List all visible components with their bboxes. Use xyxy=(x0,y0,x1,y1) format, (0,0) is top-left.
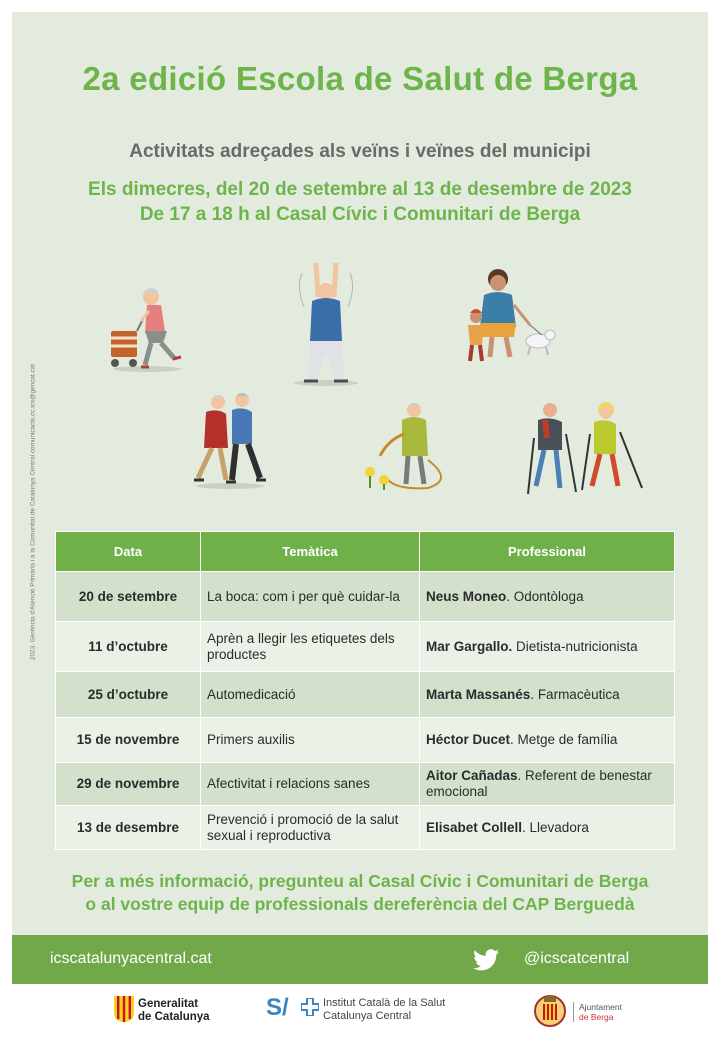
professional-name: Neus Moneo xyxy=(426,588,507,604)
professional-role: . Llevadora xyxy=(522,819,589,835)
professional-role: Dietista-nutricionista xyxy=(512,638,638,654)
row-professional xyxy=(420,763,675,806)
table-row xyxy=(56,622,675,672)
generalitat-logo-icon xyxy=(114,996,134,1022)
column-header-professional: Professional xyxy=(420,532,675,572)
website-link[interactable]: icscatalunyacentral.cat xyxy=(50,950,212,967)
walking-couple-icon xyxy=(190,390,270,490)
row-professional xyxy=(420,718,675,763)
dates-line-1: Els dimecres, del 20 de setembre al 13 de desembre de 2023 xyxy=(88,179,632,200)
berga-coat-of-arms-icon xyxy=(534,994,566,1028)
side-credit: 2023. Gerència d'Atenció Primària i a la Comunitat de Catalunya Central comunicacio.cc.ics@gencat.cat xyxy=(29,363,37,661)
ajuntament-line-1: Ajuntament xyxy=(579,1002,622,1012)
man-watering-flowers-icon xyxy=(358,400,458,492)
professional-name: Mar Gargallo. xyxy=(426,638,513,654)
table-row xyxy=(56,572,675,622)
row-date: 11 d’octubre xyxy=(56,622,201,672)
generalitat-line-2: de Catalunya xyxy=(138,1011,210,1023)
ics-line-1: Institut Català de la Salut xyxy=(323,997,446,1009)
medical-cross-icon xyxy=(301,998,319,1016)
row-date: 13 de desembre xyxy=(56,806,201,850)
schedule-dates xyxy=(0,177,720,227)
professional-role: . Odontòloga xyxy=(506,588,584,604)
row-professional xyxy=(420,806,675,850)
page-title: 2a edició Escola de Salut de Berga xyxy=(82,60,638,97)
professional-name: Aitor Cañadas xyxy=(426,768,518,783)
professional-role: . Referent de benestar emocional xyxy=(426,768,652,799)
table-header-row xyxy=(56,532,675,572)
column-header-topic: Temàtica xyxy=(201,532,420,572)
twitter-handle-link[interactable]: @icscatcentral xyxy=(524,950,630,967)
professional-name: Elisabet Collell xyxy=(426,819,523,835)
row-date: 25 d’octubre xyxy=(56,672,201,718)
row-date: 20 de setembre xyxy=(56,572,201,622)
table-row xyxy=(56,763,675,806)
row-date: 29 de novembre xyxy=(56,763,201,806)
generalitat-line-1: Generalitat xyxy=(138,998,199,1010)
ics-line-2: Catalunya Central xyxy=(323,1010,412,1022)
info-line-1: Per a més informació, pregunteu al Casal Cívic i Comunitari de Berga xyxy=(71,871,649,891)
row-topic: Afectivitat i relacions sanes xyxy=(201,763,420,806)
row-topic: Automedicació xyxy=(201,672,420,718)
row-topic: La boca: com i per què cuidar-la xyxy=(201,572,420,622)
professional-role: . Metge de família xyxy=(510,732,618,747)
logos-row xyxy=(0,990,720,1040)
twitter-bird-icon xyxy=(473,949,499,971)
table-row xyxy=(56,672,675,718)
woman-with-child-and-dog-icon xyxy=(458,265,558,365)
ics-logo-mark: S/ xyxy=(266,994,289,1021)
row-topic: Prevenció i promoció de la salut sexual i reproductiva xyxy=(201,806,420,850)
row-professional xyxy=(420,572,675,622)
table-row xyxy=(56,718,675,763)
row-professional xyxy=(420,622,675,672)
stretching-man-icon xyxy=(286,257,366,387)
row-topic: Primers auxilis xyxy=(201,718,420,763)
footer-bar xyxy=(12,935,708,984)
professional-role: . Farmacèutica xyxy=(530,686,620,702)
professional-name: Marta Massanés xyxy=(426,686,531,702)
elderly-woman-walker-icon xyxy=(105,283,190,373)
ajuntament-logo-text xyxy=(573,1002,622,1022)
generalitat-logo-text xyxy=(138,998,210,1024)
dates-line-2: De 17 a 18 h al Casal Cívic i Comunitari de Berga xyxy=(139,204,581,225)
row-topic: Aprèn a llegir les etiquetes dels productes xyxy=(201,622,420,672)
professional-name: Héctor Ducet xyxy=(426,732,511,747)
page-subtitle: Activitats adreçades als veïns i veïnes del municipi xyxy=(129,141,591,162)
info-line-2: o al vostre equip de professionals dereferència del CAP Berguedà xyxy=(85,894,635,914)
row-date: 15 de novembre xyxy=(56,718,201,763)
ics-logo-text xyxy=(323,997,445,1023)
row-professional xyxy=(420,672,675,718)
schedule-table xyxy=(55,531,675,850)
ajuntament-line-2: de Berga xyxy=(579,1012,614,1022)
info-text xyxy=(0,870,720,916)
nordic-walking-couple-icon xyxy=(520,398,650,498)
column-header-date: Data xyxy=(56,532,201,572)
table-row xyxy=(56,806,675,850)
